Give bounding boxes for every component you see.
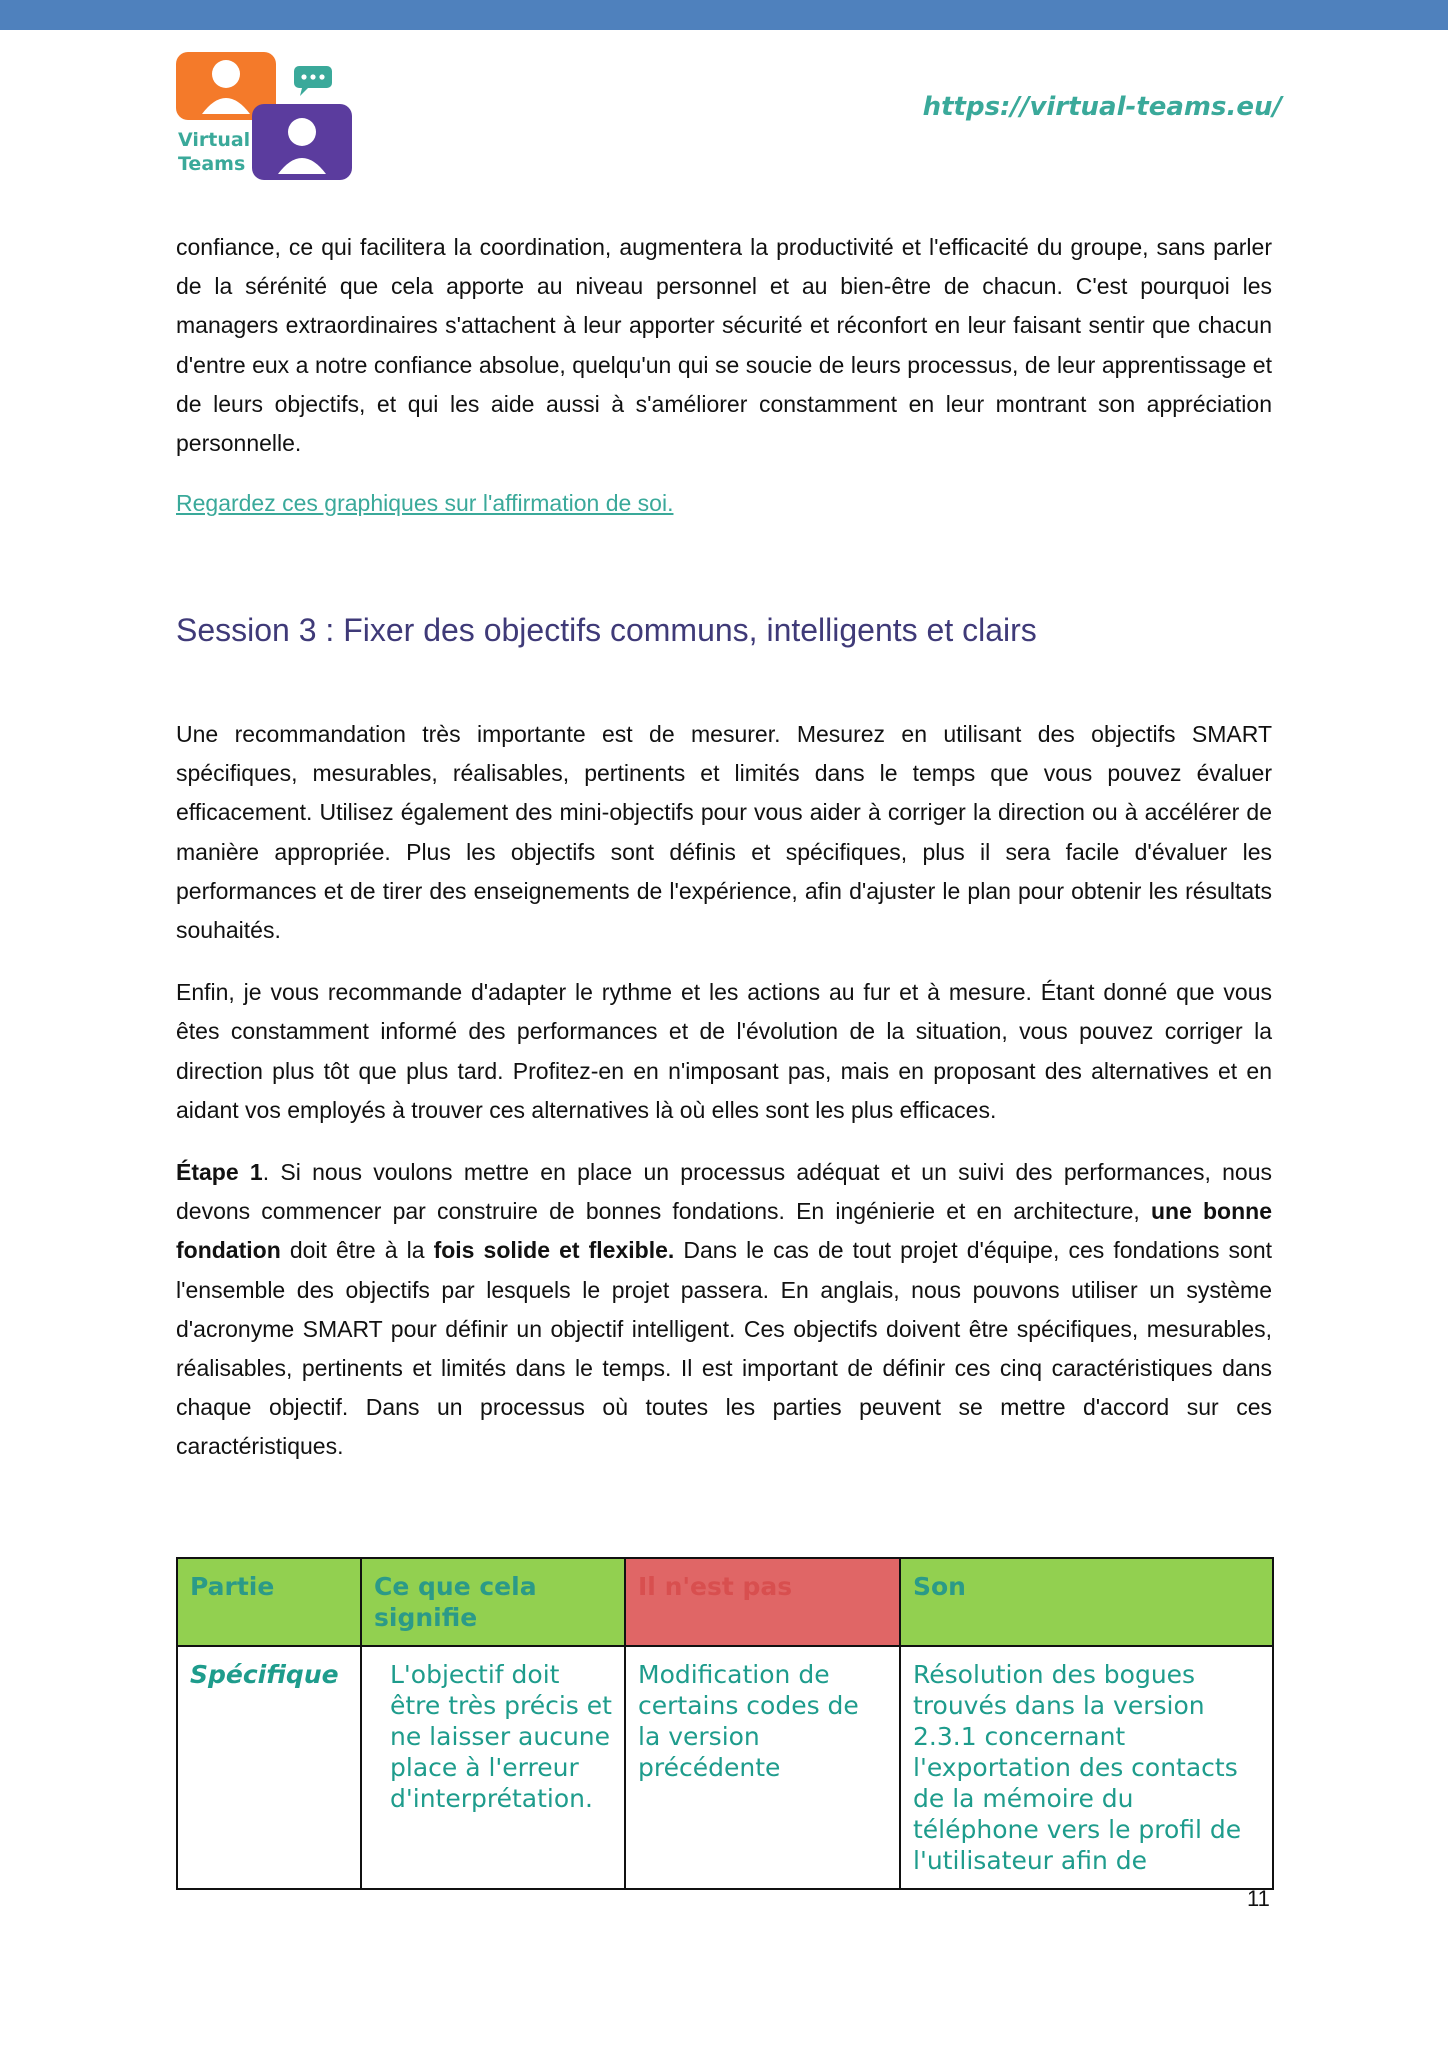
cell-meaning: L'objectif doit être très précis et ne laisser aucune place à l'erreur d'interprétation. bbox=[361, 1646, 625, 1889]
step-bold-a: une bonne fondation bbox=[176, 1198, 1272, 1264]
cell-specific: Spécifique bbox=[177, 1646, 361, 1889]
header-part: Partie bbox=[177, 1558, 361, 1646]
header-meaning: Ce que cela signifie bbox=[361, 1558, 625, 1646]
step-bold-b: fois solide et flexible. bbox=[433, 1237, 675, 1264]
paragraph-step-1 bbox=[176, 1153, 1272, 1467]
step-text-a: . Si nous voulons mettre en place un processus adéquat et un suivi des performances, nous devons commencer par construire de bonnes fondations. En ingénierie et en architecture, bbox=[176, 1159, 1272, 1225]
top-bar bbox=[0, 0, 1448, 30]
step-text-c: Dans le cas de tout projet d'équipe, ces fondations sont l'ensemble des objectifs par lesquels le projet passera. En anglais, nous pouvons utiliser un système d'acronyme SMART pour définir un objectif intelligent. Ces objectifs doivent être spécifiques, mesurables, réalisables, pertinents et limités dans le temps. Il est important de définir ces cinq caractéristiques dans chaque objectif. Dans un processus où toutes les parties peuvent se mettre d'accord sur ces caractéristiques. bbox=[176, 1237, 1273, 1460]
paragraph-adapt: Enfin, je vous recommande d'adapter le rythme et les actions au fur et à mesure. Étant donné que vous êtes constamment informé des performances et de l'évolution de la situation, vous pouvez corriger la direction plus tôt que plus tard. Profitez-en en n'imposant pas, mais en proposant des alternatives et en aidant vos employés à trouver ces alternatives là où elles sont les plus efficaces. bbox=[176, 979, 1272, 1123]
content-section bbox=[176, 715, 1272, 1467]
step-label: Étape 1 bbox=[176, 1159, 263, 1186]
site-url[interactable]: https://virtual-teams.eu/ bbox=[922, 92, 1282, 122]
assertiveness-link[interactable]: Regardez ces graphiques sur l'affirmation de soi. bbox=[176, 490, 674, 516]
session-heading: Session 3 : Fixer des objectifs communs, intelligents et clairs bbox=[176, 612, 1037, 648]
table-row bbox=[177, 1646, 1273, 1889]
page-number: 11 bbox=[1247, 1886, 1270, 1911]
smart-table bbox=[176, 1557, 1274, 1890]
virtual-teams-logo bbox=[176, 52, 356, 182]
paragraph-measure: Une recommandation très importante est de mesurer. Mesurez en utilisant des objectifs SMART spécifiques, mesurables, réalisables, pertinents et limités dans le temps que vous pouvez évaluer efficacement. Utilisez également des mini-objectifs pour vous aider à corriger la direction ou à accélérer de manière appropriée. Plus les objectifs sont définis et spécifiques, plus il sera facile d'évaluer les performances et de tirer des enseignements de l'expérience, afin d'ajuster le plan pour obtenir les résultats souhaités. bbox=[176, 721, 1272, 944]
intro-paragraph: confiance, ce qui facilitera la coordination, augmentera la productivité et l'efficacité du groupe, sans parler de la sérénité que cela apporte au niveau personnel et au bien-être de chacun. C'est pourquoi les managers extraordinaires s'attachent à leur apporter sécurité et réconfort en leur faisant sentir que chacun d'entre eux a notre confiance absolue, quelqu'un qui se soucie de leurs processus, de leur apprentissage et de leurs objectifs, et qui les aide aussi à s'améliorer constamment en leur montrant son appréciation personnelle. bbox=[176, 234, 1272, 457]
table-header-row bbox=[177, 1558, 1273, 1646]
step-text-b: doit être à la bbox=[280, 1237, 434, 1264]
header-is-not: Il n'est pas bbox=[625, 1558, 900, 1646]
logo-line-2: Teams bbox=[178, 153, 246, 175]
intro-section bbox=[176, 228, 1272, 463]
cell-is-not: Modification de certains codes de la version précédente bbox=[625, 1646, 900, 1889]
logo-line-1: Virtual bbox=[178, 129, 251, 151]
header-is: Son bbox=[900, 1558, 1273, 1646]
cell-is: Résolution des bogues trouvés dans la version 2.3.1 concernant l'exportation des contacts de la mémoire du téléphone vers le profil de l'utilisateur afin de bbox=[900, 1646, 1273, 1889]
